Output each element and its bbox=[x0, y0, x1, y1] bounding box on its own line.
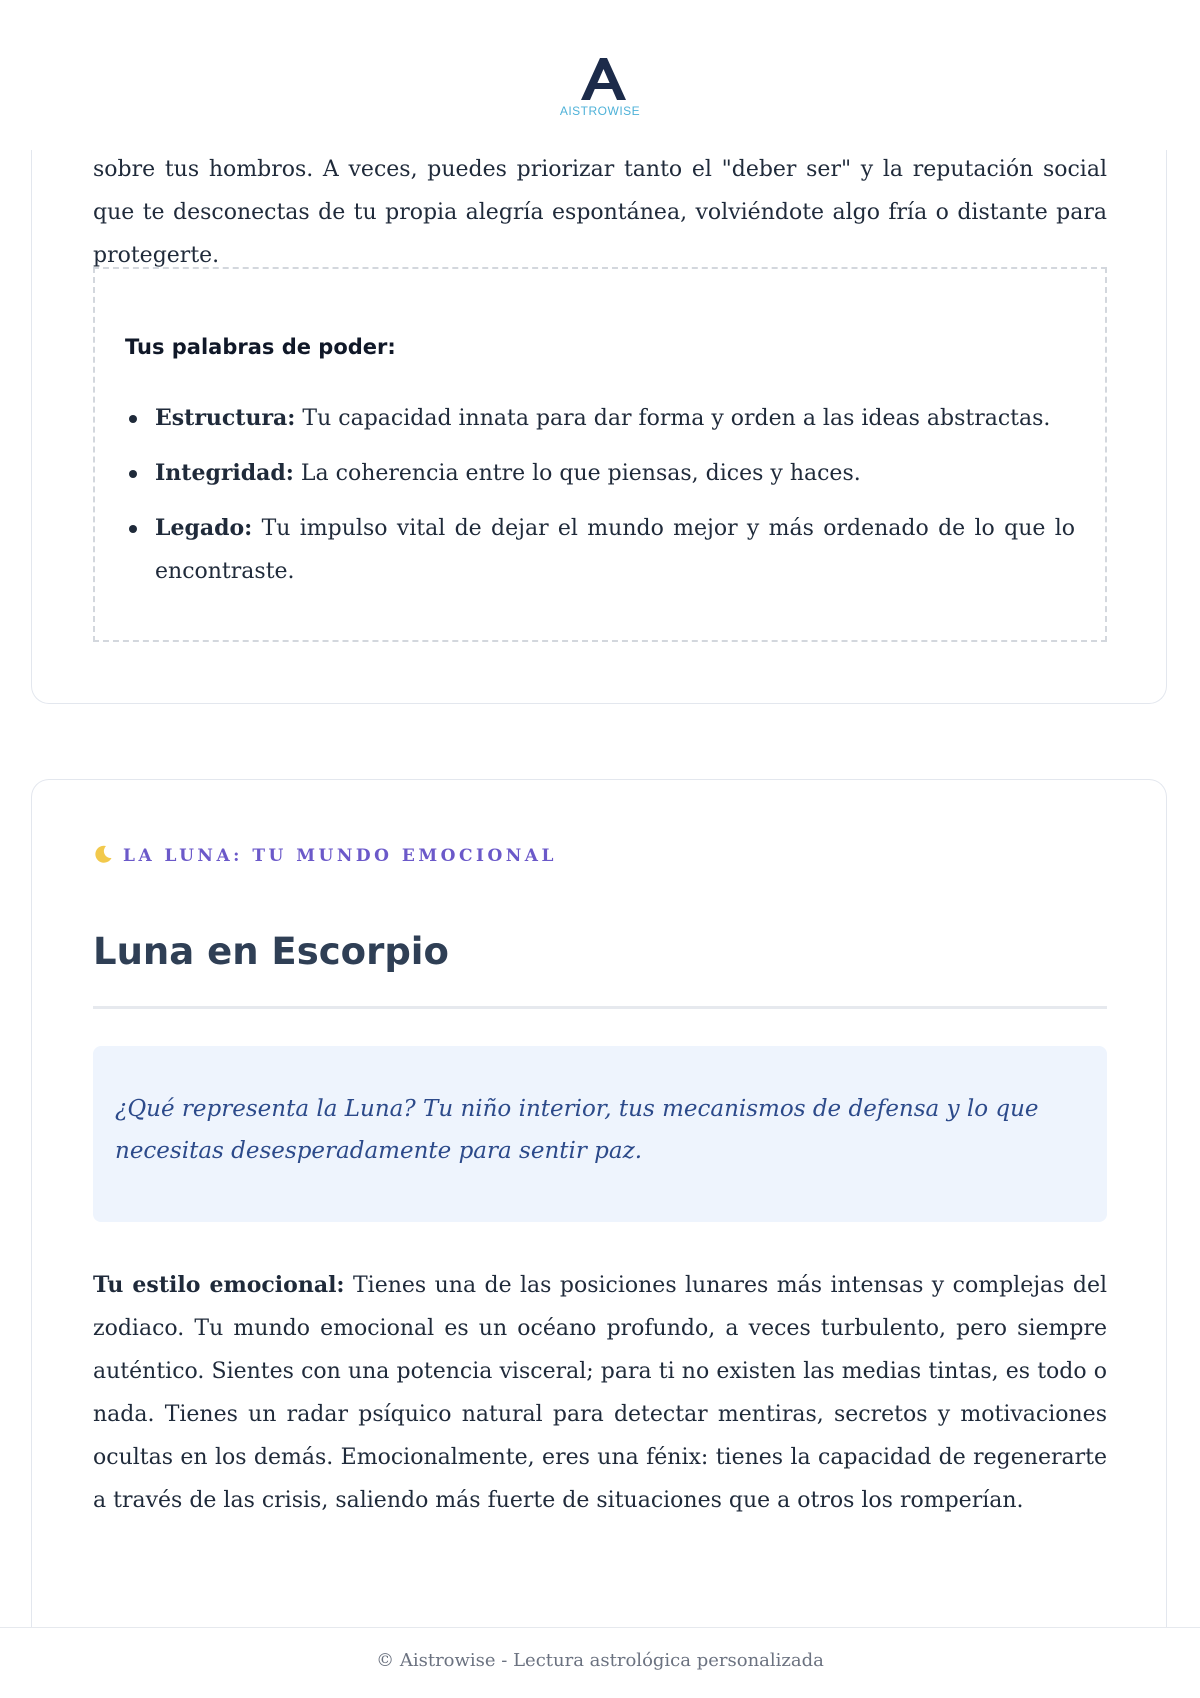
aistrowise-logo-icon bbox=[570, 58, 630, 100]
list-item bbox=[125, 397, 1075, 440]
power-term: Estructura: bbox=[155, 405, 296, 431]
callout-text: ¿Qué representa la Luna? Tu niño interior, tus mecanismos de defensa y lo que necesitas desesperadamente para sentir paz. bbox=[115, 1096, 1039, 1164]
section-label-text: LA LUNA: TU MUNDO EMOCIONAL bbox=[123, 846, 557, 866]
divider bbox=[93, 1006, 1107, 1009]
logo-wordmark: AISTROWISE bbox=[559, 104, 641, 118]
footer-text: © Aistrowise - Lectura astrológica personalizada bbox=[376, 1650, 824, 1671]
page-header bbox=[0, 0, 1200, 150]
capricorn-card bbox=[31, 100, 1167, 704]
page-footer bbox=[0, 1627, 1200, 1698]
section-label bbox=[93, 844, 557, 866]
moon-card bbox=[31, 779, 1167, 1679]
power-term: Integridad: bbox=[155, 460, 294, 486]
moon-meaning-callout bbox=[93, 1046, 1107, 1222]
emotional-style-term: Tu estilo emocional: bbox=[93, 1272, 345, 1298]
power-text: Tu capacidad innata para dar forma y orden a las ideas abstractas. bbox=[295, 406, 1051, 431]
emotional-style-text: Tienes una de las posiciones lunares más intensas y complejas del zodiaco. Tu mundo emocional es un océano profundo, a veces turbulento, pero siempre auténtico. Sientes con una potencia visceral; para ti no existen las medias tintas, es todo o nada. Tienes un radar psíquico natural para detectar mentiras, secretos y motivaciones ocultas en los demás. Emocionalmente, eres una fénix: tienes la capacidad de regenerarte a través de las crisis, saliendo más fuerte de situaciones que a otros los romperían. bbox=[93, 1273, 1107, 1513]
power-words-list bbox=[125, 397, 1075, 605]
power-text: Tu impulso vital de dejar el mundo mejor y más ordenado de lo que lo encontraste. bbox=[155, 516, 1075, 584]
power-term: Legado: bbox=[155, 515, 253, 541]
section-title: Luna en Escorpio bbox=[93, 930, 449, 973]
list-item bbox=[125, 507, 1075, 593]
emotional-style-paragraph bbox=[93, 1264, 1107, 1522]
power-words-box bbox=[93, 267, 1107, 642]
list-item bbox=[125, 452, 1075, 495]
intro-paragraph: sobre tus hombros. A veces, puedes priorizar tanto el "deber ser" y la reputación social que te desconectas de tu propia alegría espontánea, volviéndote algo fría o distante para protegerte. bbox=[93, 157, 1107, 268]
power-words-title: Tus palabras de poder: bbox=[125, 335, 396, 359]
crescent-moon-icon bbox=[93, 844, 113, 864]
power-text: La coherencia entre lo que piensas, dices y haces. bbox=[293, 461, 861, 486]
